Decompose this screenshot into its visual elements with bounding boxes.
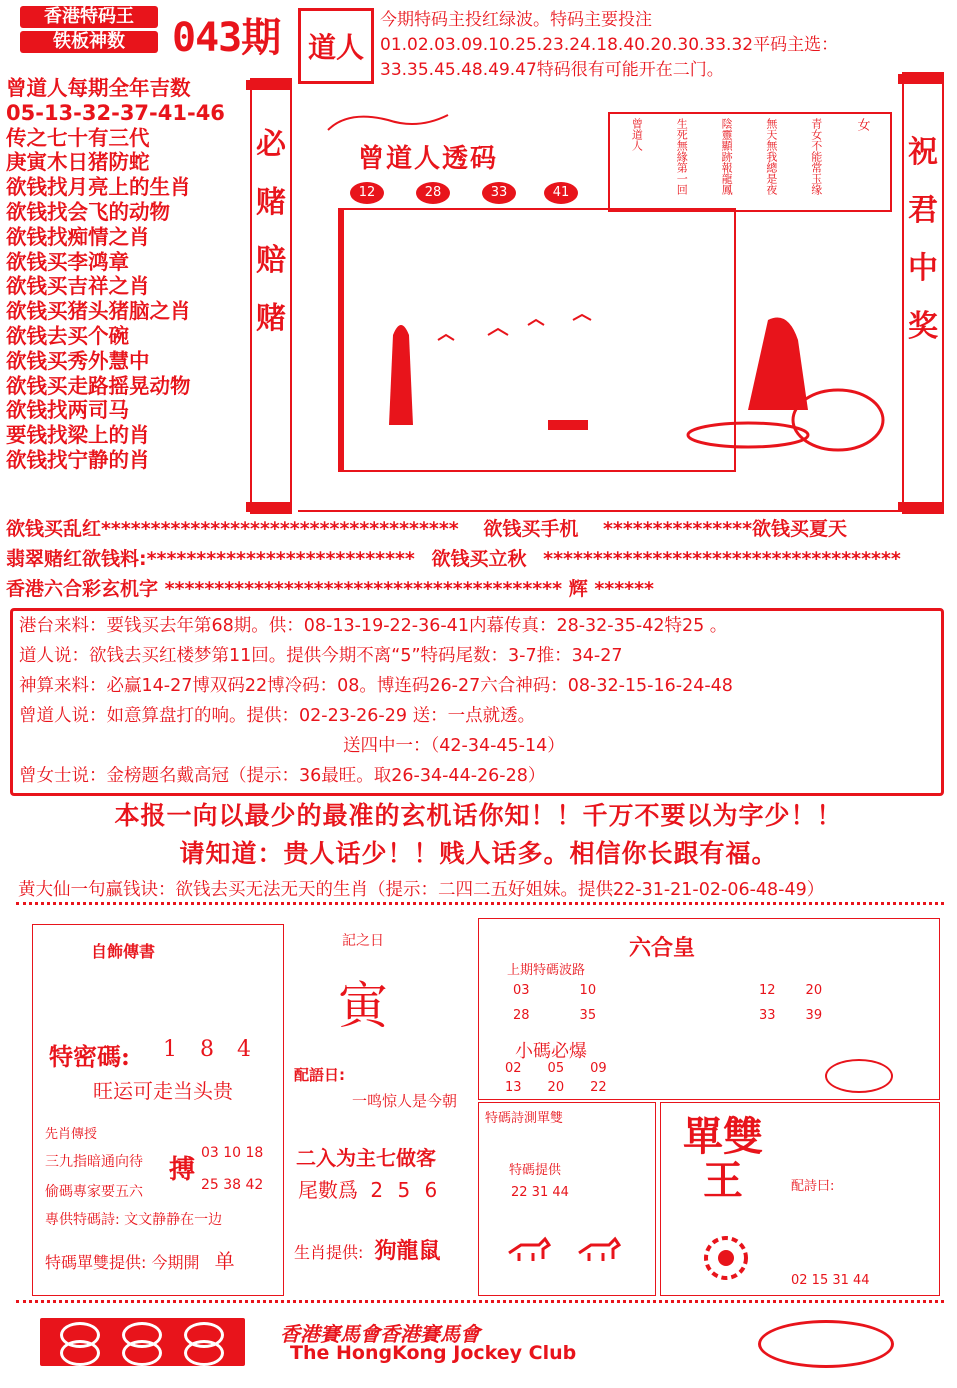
small-code-label: 小碼必爆 (515, 1041, 587, 1062)
number-ball: 33 (482, 182, 516, 204)
scroll-char: 赌 (256, 301, 286, 336)
info-line: 港台来料：要钱买去年第68期。供：08-13-19-22-36-41内幕传真：28-32-35-42特25 。 (19, 616, 728, 636)
motto: 二入为主七做客 (296, 1146, 436, 1170)
scroll-char: 君 (908, 193, 938, 228)
tip: 一鸣惊人是今朝 (352, 1092, 458, 1110)
info-line: 送四中一：（42-34-45-14） (343, 736, 565, 756)
num: 05 (547, 1061, 565, 1076)
seal-stamp: 道人 (298, 8, 374, 84)
odd-even-king: 單雙王 (683, 1113, 763, 1204)
row-3 (6, 574, 951, 601)
num: 20 (547, 1080, 565, 1095)
row-2 (6, 544, 951, 571)
jockey-club-emblem (40, 1318, 245, 1366)
logo-line-2: 铁板神数 (20, 31, 158, 53)
num: 39 (805, 1008, 823, 1023)
info-box (10, 608, 944, 796)
label: 特碼單雙提供: (45, 1253, 147, 1272)
zodiac-line (294, 1234, 441, 1265)
tip-label: 配語日: (294, 1066, 345, 1084)
special-code-label: 特密碼: (49, 1042, 130, 1071)
row-text: 香港六合彩玄机字 **************************************** (6, 578, 563, 600)
divider (16, 902, 944, 911)
info-line: 曾女士说：金榜题名戴高冠（提示：36最旺。取26-34-44-26-28） (19, 766, 546, 786)
logo-line-1: 香港特码王 (20, 6, 158, 28)
scroll-char: 必 (256, 127, 286, 162)
num: 10 (579, 983, 597, 998)
scroll-rod (246, 80, 292, 90)
big-char: 寅 (338, 977, 388, 1035)
list-item: 庚寅木日猪防蛇 (6, 150, 150, 175)
num-line: 02 15 31 44 (791, 1273, 870, 1288)
list-item: 传之七十有三代 (6, 125, 150, 150)
scene-drawing (298, 90, 898, 510)
panel-middle (290, 928, 468, 1294)
issue-number: 043期 (172, 15, 281, 61)
huang-daxian-line: 黄大仙一句赢钱诀：欲钱去买无法无天的生肖（提示：二四二五好姐妹。提供22-31-21-02-06-48-49） (18, 880, 825, 900)
picture-title: 曾道人透码 (358, 144, 499, 174)
panel-line: 三九指暗通向待 (45, 1154, 143, 1170)
row-text: 欲钱买立秋 (431, 548, 527, 570)
num-line: 25 38 42 (201, 1177, 264, 1193)
zodiac-label: 生肖提供: (294, 1243, 364, 1262)
tail-nums: 2 5 6 (370, 1178, 442, 1202)
list-item: 05-13-32-37-41-46 (6, 100, 225, 125)
label: 專供特碼詩: (45, 1212, 120, 1228)
masthead-logo (20, 6, 170, 56)
num: 09 (590, 1061, 607, 1076)
row-text: ***************欲钱买夏天 (602, 518, 848, 540)
row-text: 翡翠赌红欲钱料:*************************** (6, 548, 415, 570)
value: 单 (214, 1249, 235, 1273)
row-text: 辉 (568, 578, 588, 600)
poem-line: 生死無緣第一回 (675, 118, 689, 195)
zodiac: 狗龍鼠 (374, 1239, 441, 1264)
list-item: 欲钱找会飞的动物 (6, 199, 170, 224)
num: 12 (759, 983, 776, 998)
num: 03 (513, 983, 530, 998)
scroll-char: 中 (908, 251, 938, 286)
panel-line (45, 1209, 222, 1229)
divider (16, 1300, 944, 1309)
panel-right-top (478, 918, 940, 1100)
special-code-nums: 1 8 4 (163, 1037, 259, 1062)
luck-line: 旺运可走当头贵 (93, 1079, 233, 1103)
list-item: 欲钱买走路摇晃动物 (6, 373, 191, 398)
panel-title: 六合皇 (629, 935, 696, 961)
panel-line: 偷碼專家要五六 (45, 1184, 143, 1200)
scroll-rod (898, 74, 944, 84)
list-item: 欲钱找宁静的肖 (6, 447, 150, 472)
poem-line: 青女不能常玉缘 (809, 118, 823, 195)
footer-oval-logo (758, 1320, 894, 1368)
panel-right-bottom-left (478, 1102, 656, 1296)
panel-sub: 特碼詩測單雙 (485, 1111, 564, 1126)
stamp-char: 搏 (169, 1155, 196, 1185)
num: 22 (590, 1080, 607, 1095)
panel-sub: 上期特碼波路 (507, 963, 586, 978)
value: 文文静静在一边 (124, 1212, 223, 1228)
list-item: 欲钱找月亮上的生肖 (6, 175, 191, 200)
value: 今期開 (151, 1253, 200, 1272)
tip-label: 配詩曰: (791, 1179, 835, 1194)
flower-icon (701, 1233, 751, 1283)
panel-left (32, 924, 284, 1296)
panel-sub: 特碼提供 (509, 1163, 562, 1178)
poem-signature: 曾道人 (630, 118, 644, 151)
num: 28 (513, 1008, 530, 1023)
row-text: ************************************ (543, 548, 901, 570)
row-text: ****** (594, 578, 654, 600)
number-ball: 12 (350, 182, 384, 204)
list-item: 欲钱买猪头猪脑之肖 (6, 299, 191, 324)
poem-line: 無天無我總是夜 (764, 118, 778, 195)
num-grid (505, 1061, 645, 1095)
list-item: 欲钱找两司马 (6, 398, 129, 423)
num: 13 (505, 1080, 522, 1095)
number-ball: 41 (544, 182, 578, 204)
scroll-char: 赔 (256, 243, 286, 278)
horse-icon (499, 1233, 639, 1263)
scroll-rod (898, 502, 944, 512)
panel-right-bottom-right (660, 1102, 940, 1296)
left-riddle-list (6, 76, 246, 473)
poem-side: 女 (854, 118, 870, 131)
number-ball: 28 (416, 182, 450, 204)
slogan-2: 请知道：贵人话少！！贱人话多。相信你长跟有福。 (179, 839, 778, 868)
footer-cn: 香港賽馬會香港賽馬會 (280, 1322, 480, 1346)
panel-sub: 先肖傳授 (45, 1127, 98, 1142)
left-scroll (250, 78, 292, 514)
illustration-panel (298, 90, 898, 512)
footer-en: The HongKong Jockey Club (290, 1342, 577, 1364)
list-item: 曾道人每期全年吉数 (6, 76, 191, 100)
row-1 (6, 514, 951, 541)
list-item: 欲钱买李鸿章 (6, 249, 129, 274)
panel-head: 記之日 (342, 933, 384, 949)
info-line: 道人说：欲钱去买红楼梦第11回。提供今期不离“5”特码尾数：3-7推：34-27 (19, 646, 623, 666)
info-line: 神算来料：必赢14-27博双码22博冷码：08。博连码26-27六合神码：08-32-15-16-24-48 (19, 676, 733, 696)
num-grid (759, 983, 849, 1023)
tail-line (298, 1174, 441, 1203)
right-scroll (902, 72, 944, 514)
row-text: 欲钱买手机 (483, 518, 579, 540)
list-item: 欲钱买秀外慧中 (6, 348, 150, 373)
scroll-char: 赌 (256, 185, 286, 220)
list-item: 欲钱买吉祥之肖 (6, 274, 150, 299)
info-line: 曾道人说：如意算盘打的响。提供：02-23-26-29 送：一点就透。 (19, 706, 536, 726)
list-item: 欲钱去买个碗 (6, 323, 129, 348)
panel-title: 自飾傳書 (91, 942, 156, 961)
panel-line (45, 1245, 235, 1274)
scroll-rod (246, 502, 292, 512)
poem-line: 陰靈顯跡報龍鳳 (720, 118, 734, 195)
num: 20 (805, 983, 823, 998)
list-item: 欲钱找痴情之肖 (6, 224, 150, 249)
num-line: 22 31 44 (511, 1185, 569, 1200)
num-line: 03 10 18 (201, 1145, 264, 1161)
list-item: 要钱找梁上的肖 (6, 423, 150, 448)
scroll-char: 奖 (908, 309, 938, 344)
num: 33 (759, 1008, 776, 1023)
num-grid (513, 983, 623, 1023)
scroll-char: 祝 (908, 135, 938, 170)
num: 35 (579, 1008, 597, 1023)
row-text: 欲钱买乱红************************************ (6, 518, 459, 540)
tail-label: 尾數爲 (298, 1178, 358, 1202)
top-prediction-text: 今期特码主投红绿波。特码主要投注01.02.03.09.10.25.23.24.18.40.20.30.33.32平码主选：33.35.45.48.49.47特码很有可能开在二门。 (380, 10, 839, 80)
oval-stamp (825, 1059, 893, 1093)
num: 02 (505, 1061, 522, 1076)
slogan-1: 本报一向以最少的最准的玄机话你知！！千万不要以为字少！！ (114, 801, 843, 830)
